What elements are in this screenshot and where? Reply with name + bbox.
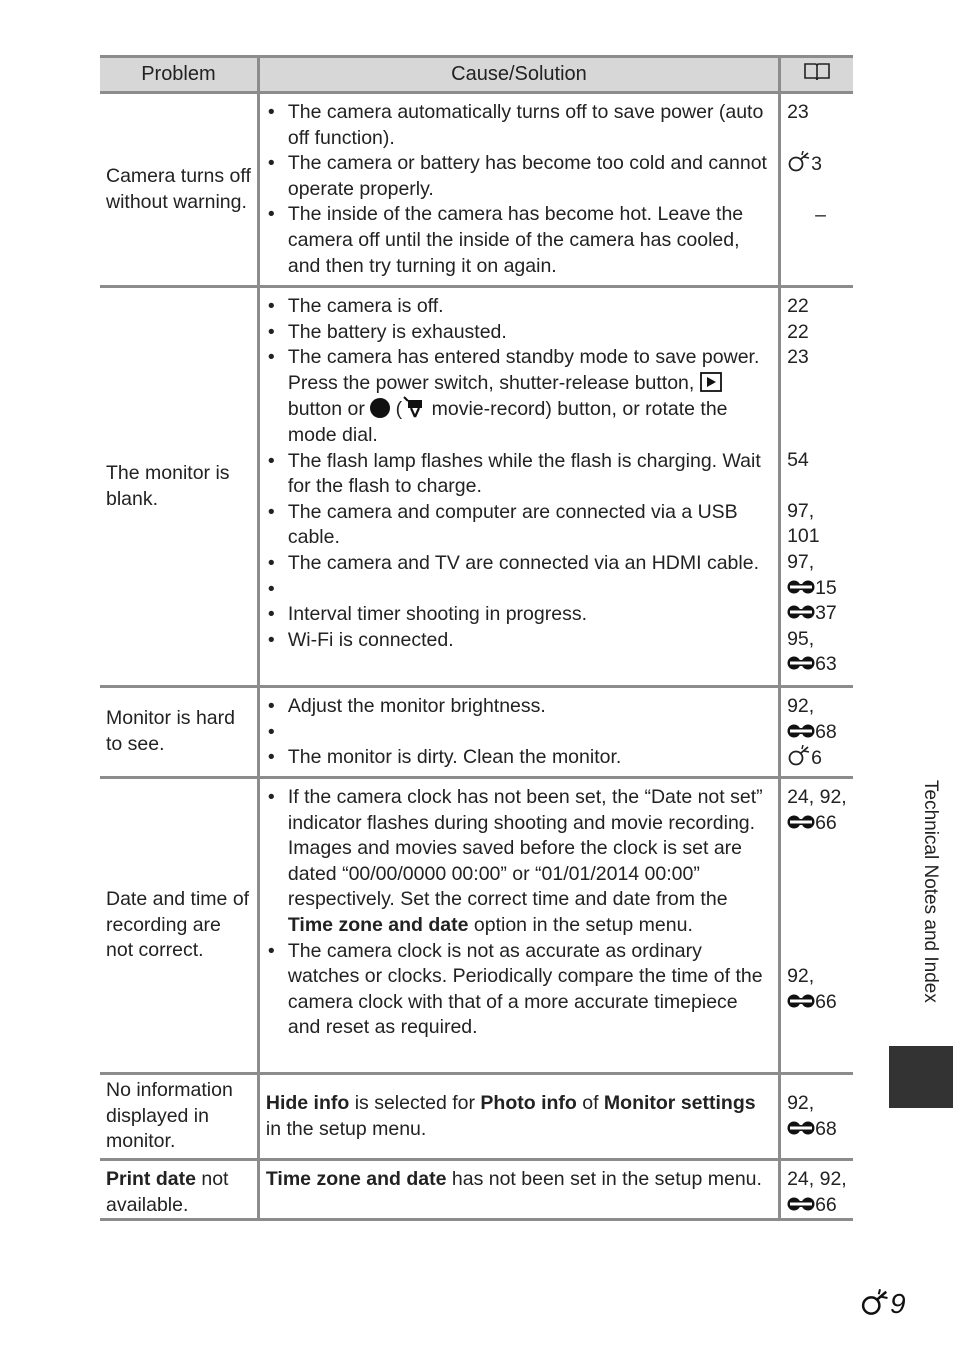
book-reference-icon bbox=[780, 57, 853, 93]
reference-section-icon bbox=[787, 722, 815, 740]
list-item: • The monitor is dirty. Clean the monitor. bbox=[266, 745, 772, 771]
reference-cell bbox=[780, 778, 853, 1074]
reference-cell bbox=[780, 93, 853, 287]
list-item: • The battery is exhausted. bbox=[266, 320, 772, 346]
table-row bbox=[100, 93, 853, 287]
list-item-text: movie-record) button, bbox=[431, 398, 617, 421]
reference-cell bbox=[780, 1074, 853, 1160]
section-tab-marker bbox=[889, 1046, 953, 1108]
reference-section-icon bbox=[787, 578, 815, 596]
page-ref: – bbox=[815, 204, 826, 227]
problem-cell bbox=[100, 1160, 258, 1220]
page-ref: 68 bbox=[815, 1117, 837, 1140]
page-ref: 23 bbox=[787, 346, 809, 369]
problem-cell: Date and time of recording are not correct. bbox=[100, 778, 258, 1074]
page-ref: 23 bbox=[787, 101, 809, 123]
reference-section-icon bbox=[787, 1195, 815, 1213]
problem-cell: The monitor is blank. bbox=[100, 287, 258, 687]
list-item: • The camera is off. bbox=[266, 294, 772, 320]
reference-section-icon bbox=[787, 603, 815, 621]
page-ref: 101 bbox=[787, 525, 820, 548]
cause-text: in the setup menu. bbox=[265, 1117, 427, 1140]
table-row bbox=[100, 1074, 853, 1160]
list-item: • The camera clock is not as accurate as ordinary watches or clocks. Periodically compare the time of the camera clock with that of a more accurate timepiece and reset as required. bbox=[266, 939, 772, 1041]
reference-section-icon bbox=[787, 813, 815, 831]
setting-name: Photo info bbox=[480, 1091, 577, 1114]
movie-record-dot-icon bbox=[370, 398, 390, 418]
header-cause: Cause/Solution bbox=[258, 57, 779, 93]
list-item: • The flash lamp flashes while the flash is charging. Wait for the flash to charge. bbox=[266, 449, 772, 500]
page-ref: 54 bbox=[787, 448, 809, 471]
reference-section-icon bbox=[787, 654, 815, 672]
list-item-text: If the camera clock has not been set, the “Date not set” indicator flashes during shooting and movie recording. Images and movies saved before the clock is set are dated “00/00/0000 00:00” or “01/01/2014 00:00” respectively. Set the correct time and date from the bbox=[287, 786, 763, 911]
list-item: • The camera has entered standby mode to save power. Press the power switch, shutter-release button, button or ( movie-record) button, or rotate the mode dial. bbox=[266, 345, 772, 448]
table-header-row bbox=[100, 57, 853, 93]
setting-name: Hide info bbox=[265, 1091, 350, 1114]
cause-cell bbox=[258, 287, 779, 687]
problem-cell: No information displayed in monitor. bbox=[100, 1074, 258, 1160]
page-ref: 97, bbox=[787, 499, 815, 522]
troubleshooting-section-icon bbox=[787, 745, 811, 767]
page-number-text: 9 bbox=[890, 1288, 906, 1319]
page-ref: 24, 92, bbox=[787, 786, 847, 808]
problem-cell: Camera turns off without warning. bbox=[100, 93, 258, 287]
setting-name: Time zone and date bbox=[265, 1168, 447, 1190]
reference-cell bbox=[780, 287, 853, 687]
table-row bbox=[100, 778, 853, 1074]
page-ref: 24, 92, bbox=[787, 1168, 847, 1190]
setting-name: Monitor settings bbox=[603, 1091, 756, 1114]
list-item: • Interval timer shooting in progress. bbox=[266, 602, 772, 628]
setting-name: Time zone and date bbox=[287, 913, 469, 936]
page-ref: 92, bbox=[787, 965, 815, 988]
page-ref: 92, bbox=[787, 1091, 815, 1114]
reference-cell bbox=[780, 1160, 853, 1220]
page-ref: 66 bbox=[815, 811, 837, 834]
list-item: • Adjust the monitor brightness. bbox=[266, 694, 772, 720]
page-ref: 92, bbox=[787, 695, 815, 717]
list-item: • The camera and TV are connected via an HDMI cable. bbox=[266, 551, 772, 577]
list-item: • The camera and computer are connected via a USB cable. bbox=[266, 500, 772, 551]
troubleshooting-section-icon bbox=[787, 151, 811, 173]
list-item: • The inside of the camera has become hot. Leave the camera off until the inside of the camera has cooled, and then try turning it on again. bbox=[266, 202, 772, 279]
page-ref: 15 bbox=[815, 576, 837, 599]
list-item: • The camera or battery has become too cold and cannot operate properly. bbox=[266, 151, 772, 202]
movie-camera-icon bbox=[402, 396, 426, 418]
page-ref: 6 bbox=[811, 747, 822, 770]
setting-name: Print date bbox=[106, 1168, 196, 1190]
page-ref: 3 bbox=[811, 153, 822, 176]
page-ref: 68 bbox=[815, 720, 837, 743]
cause-cell bbox=[258, 1074, 779, 1160]
troubleshooting-table bbox=[100, 55, 853, 1221]
cause-cell bbox=[258, 93, 779, 287]
list-item-text: option in the setup menu. bbox=[473, 913, 693, 936]
cause-cell bbox=[258, 1160, 779, 1220]
list-item: • Wi-Fi is connected. bbox=[266, 628, 772, 654]
list-item: • The camera automatically turns off to save power (auto off function). bbox=[266, 100, 772, 151]
playback-button-icon bbox=[700, 372, 722, 392]
reference-section-icon bbox=[787, 992, 815, 1010]
table-row bbox=[100, 287, 853, 687]
cause-cell bbox=[258, 778, 779, 1074]
problem-cell: Monitor is hard to see. bbox=[100, 687, 258, 778]
cause-cell bbox=[258, 687, 779, 778]
page-ref: 66 bbox=[815, 1193, 837, 1216]
table-row bbox=[100, 1160, 853, 1220]
page-ref: 66 bbox=[815, 990, 837, 1013]
cause-text: has not been set in the setup menu. bbox=[446, 1168, 762, 1190]
page-ref: 97, bbox=[787, 550, 815, 573]
page-number bbox=[860, 1288, 906, 1320]
reference-section-icon bbox=[787, 1119, 815, 1137]
list-item bbox=[266, 785, 772, 939]
cause-text: is selected for bbox=[349, 1091, 481, 1114]
cause-text: of bbox=[576, 1091, 604, 1114]
table-row bbox=[100, 687, 853, 778]
list-item-text: button, bbox=[634, 371, 695, 394]
reference-cell bbox=[780, 687, 853, 778]
page-ref: 63 bbox=[815, 653, 837, 676]
page-ref: 22 bbox=[787, 295, 809, 317]
page-ref: 22 bbox=[787, 320, 809, 343]
page-ref: 95, bbox=[787, 627, 815, 650]
list-item-text: The camera has entered standby mode to save power. Press the power switch, shutter-release bbox=[287, 346, 760, 394]
section-side-label: Technical Notes and Index bbox=[920, 780, 941, 1003]
troubleshooting-section-icon bbox=[860, 1289, 890, 1317]
list-item-text: or rotate the mode dial. bbox=[287, 398, 728, 446]
problem-text: not available. bbox=[106, 1168, 229, 1216]
list-item-text: button or bbox=[287, 398, 365, 421]
header-problem: Problem bbox=[100, 57, 258, 93]
page-ref: 37 bbox=[815, 602, 837, 625]
